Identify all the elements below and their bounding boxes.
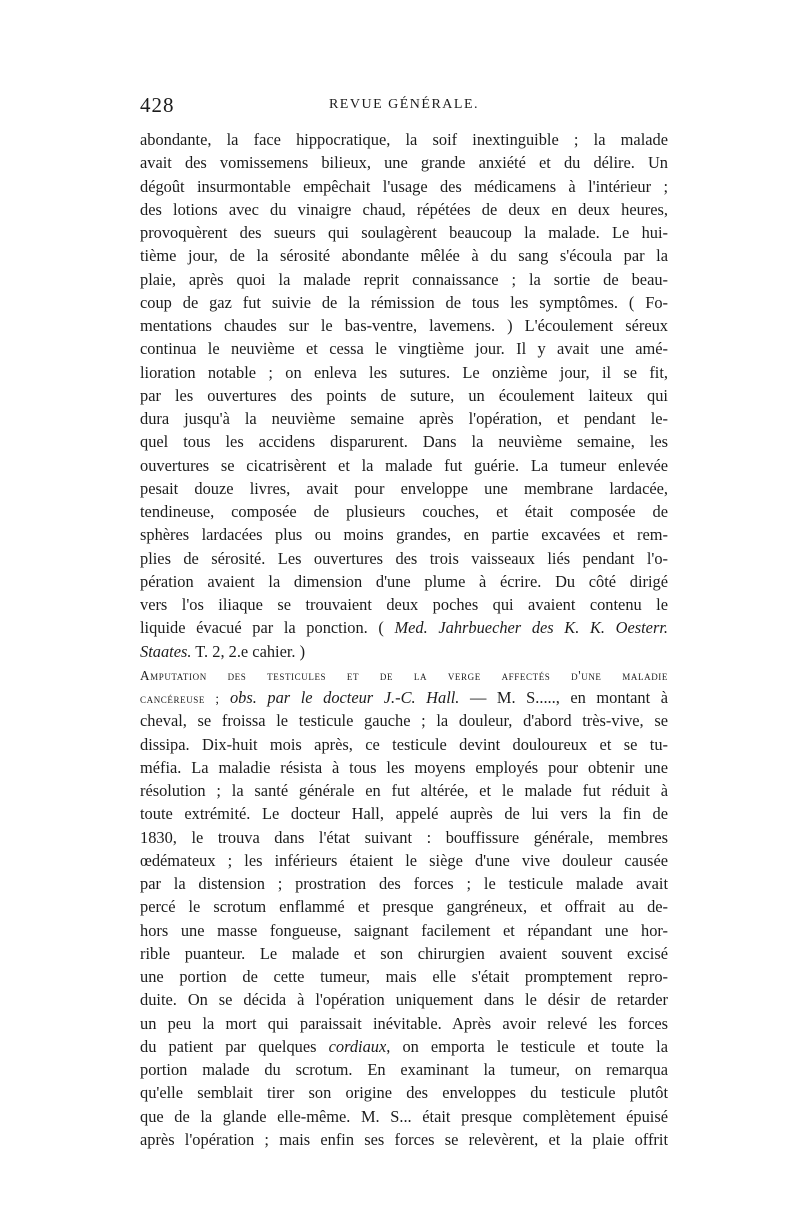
text-line — [140, 988, 668, 1011]
text-segment: obs. par le docteur J.-C. Hall. — [229, 688, 460, 707]
text-segment: que de la glande elle-même. M. S... était presque complètement épuisé — [140, 1106, 668, 1126]
text-segment: avait des vomissemens bilieux, une grande anxiété et du délire. Un — [140, 153, 668, 173]
text-segment: quel tous les accidens disparurent. Dans la neuvième semaine, les — [140, 432, 668, 452]
text-segment: cheval, se froissa le testicule gauche ; la douleur, d'abord très-vive, se — [140, 711, 668, 731]
text-segment: lioration notable ; on enleva les sutures. Le onzième jour, il se fit, — [140, 362, 668, 382]
text-line — [140, 779, 668, 802]
text-segment: duite. On se décida à l'opération uniquement dans le désir de retarder — [140, 990, 668, 1010]
text-line — [140, 733, 668, 756]
text-line — [140, 593, 668, 616]
text-line — [140, 616, 668, 639]
text-segment: vers l'os iliaque se trouvaient deux poches qui avaient contenu le — [140, 595, 668, 614]
text-segment: sphères lardacées plus ou moins grandes, en partie excavées et rem- — [140, 525, 668, 545]
text-segment: méfia. La maladie résista à tous les moyens employés pour obtenir une — [140, 757, 668, 777]
text-segment: toute extrémité. Le docteur Hall, appelé auprès de lui vers la fin de — [140, 804, 668, 824]
text-line — [140, 686, 668, 709]
text-line — [140, 337, 668, 360]
text-segment: ouvertures se cicatrisèrent et la malade fut guérie. La tumeur enlevée — [140, 455, 668, 475]
text-segment: dégoût insurmontable empêchait l'usage des médicamens à l'intérieur ; — [140, 176, 668, 196]
text-segment: après l'opération ; mais enfin ses forces se relevèrent, et la plaie offrit — [140, 1129, 668, 1149]
text-line — [140, 756, 668, 779]
text-line — [140, 407, 668, 430]
text-line — [140, 314, 668, 337]
text-line — [140, 895, 668, 918]
text-segment: des lotions avec du vinaigre chaud, répétées de deux en deux heures, — [140, 199, 668, 219]
text-line — [140, 1035, 668, 1058]
text-line — [140, 709, 668, 732]
text-segment: mentations chaudes sur le bas-ventre, lavemens. ) L'écoulement séreux — [140, 316, 668, 335]
text-segment: tendineuse, composée de plusieurs couches, et était composée de — [140, 502, 668, 521]
text-segment: dura jusqu'à la neuvième semaine après l'opération, et pendant le- — [140, 409, 668, 428]
page-header — [140, 93, 668, 117]
text-segment: qu'elle semblait tirer son origine des enveloppes du testicule plutôt — [140, 1083, 668, 1103]
text-segment: Amputation des testicules et de la verge affectés d'une maladie — [140, 667, 668, 683]
text-line — [140, 965, 668, 988]
text-line — [140, 826, 668, 849]
text-segment: liquide évacué par la ponction. ( — [140, 618, 395, 638]
text-segment: continua le neuvième et cessa le vingtième jour. Il y avait une amé- — [140, 339, 668, 359]
text-segment: rible puanteur. Le malade et son chirurgien avaient souvent excisé — [140, 943, 668, 963]
text-line — [140, 454, 668, 477]
text-segment: Staates. — [140, 641, 192, 661]
text-line — [140, 1081, 668, 1104]
text-segment: du patient par quelques — [140, 1036, 329, 1056]
text-line — [140, 384, 668, 407]
text-line — [140, 1012, 668, 1035]
text-line — [140, 175, 668, 198]
text-segment: une portion de cette tumeur, mais elle s'était promptement repro- — [140, 967, 668, 986]
text-line — [140, 849, 668, 872]
text-segment: , on emporta le testicule et toute la — [386, 1036, 668, 1056]
text-segment: dissipa. Dix-huit mois après, ce testicule devint douloureux et se tu- — [140, 734, 668, 754]
text-line — [140, 221, 668, 244]
text-line — [140, 477, 668, 500]
text-line — [140, 919, 668, 942]
text-segment: — M. S....., en montant à — [459, 688, 668, 707]
text-segment: coup de gaz fut suivie de la rémission de tous les symptômes. ( Fo- — [140, 292, 668, 312]
text-segment: plaie, après quoi la malade reprit connaissance ; la sortie de beau- — [140, 269, 668, 289]
text-line — [140, 1105, 668, 1128]
text-line — [140, 500, 668, 523]
text-segment: tième jour, de la sérosité abondante mêlée à du sang s'écoula par la — [140, 246, 668, 266]
text-line — [140, 268, 668, 291]
text-line — [140, 361, 668, 384]
text-segment: cancéreuse ; — [140, 691, 230, 706]
text-segment: abondante, la face hippocratique, la soif inextinguible ; la malade — [140, 130, 668, 149]
text-segment: hors une masse fongueuse, saignant facilement et répandant une hor- — [140, 920, 668, 940]
body-text — [140, 128, 668, 1151]
text-segment: portion malade du scrotum. En examinant la tumeur, on remarqua — [140, 1060, 668, 1079]
text-line — [140, 1058, 668, 1081]
text-line — [140, 872, 668, 895]
text-line — [140, 802, 668, 825]
text-line — [140, 942, 668, 965]
text-segment: provoquèrent des sueurs qui soulagèrent beaucoup la malade. Le hui- — [140, 223, 668, 242]
text-line — [140, 1128, 668, 1151]
text-line — [140, 244, 668, 267]
page-number: 428 — [140, 93, 175, 117]
text-segment: résolution ; la santé générale en fut altérée, et le malade fut réduit à — [140, 781, 668, 800]
text-segment: plies de sérosité. Les ouvertures des trois vaisseaux liés pendant l'o- — [140, 548, 668, 568]
text-line — [140, 198, 668, 221]
text-line — [140, 128, 668, 151]
text-line — [140, 430, 668, 453]
text-line — [140, 663, 668, 686]
text-line — [140, 547, 668, 570]
text-line — [140, 570, 668, 593]
text-segment: 1830, le trouva dans l'état suivant : bouffissure générale, membres — [140, 827, 668, 847]
text-segment: un peu la mort qui paraissait inévitable. Après avoir relevé les forces — [140, 1013, 668, 1033]
text-segment: pesait douze livres, avait pour enveloppe une membrane lardacée, — [140, 478, 668, 498]
text-segment: cordiaux — [328, 1036, 387, 1056]
running-title: REVUE GÉNÉRALE. — [328, 97, 480, 112]
text-segment: œdémateux ; les inférieurs étaient le siège d'une vive douleur causée — [140, 850, 668, 870]
text-segment: par la distension ; prostration des forces ; le testicule malade avait — [140, 874, 668, 893]
text-segment: T. 2, 2.e cahier. ) — [191, 641, 306, 661]
text-segment: percé le scrotum enflammé et presque gangréneux, et offrait au de- — [140, 897, 668, 917]
text-line — [140, 523, 668, 546]
text-segment: par les ouvertures des points de suture, un écoulement laiteux qui — [140, 385, 668, 405]
text-line — [140, 151, 668, 174]
text-segment: Med. Jahrbuecher des K. K. Oesterr. — [394, 618, 668, 638]
text-line — [140, 291, 668, 314]
text-line — [140, 640, 668, 663]
text-segment: pération avaient la dimension d'une plume à écrire. Du côté dirigé — [140, 571, 668, 591]
